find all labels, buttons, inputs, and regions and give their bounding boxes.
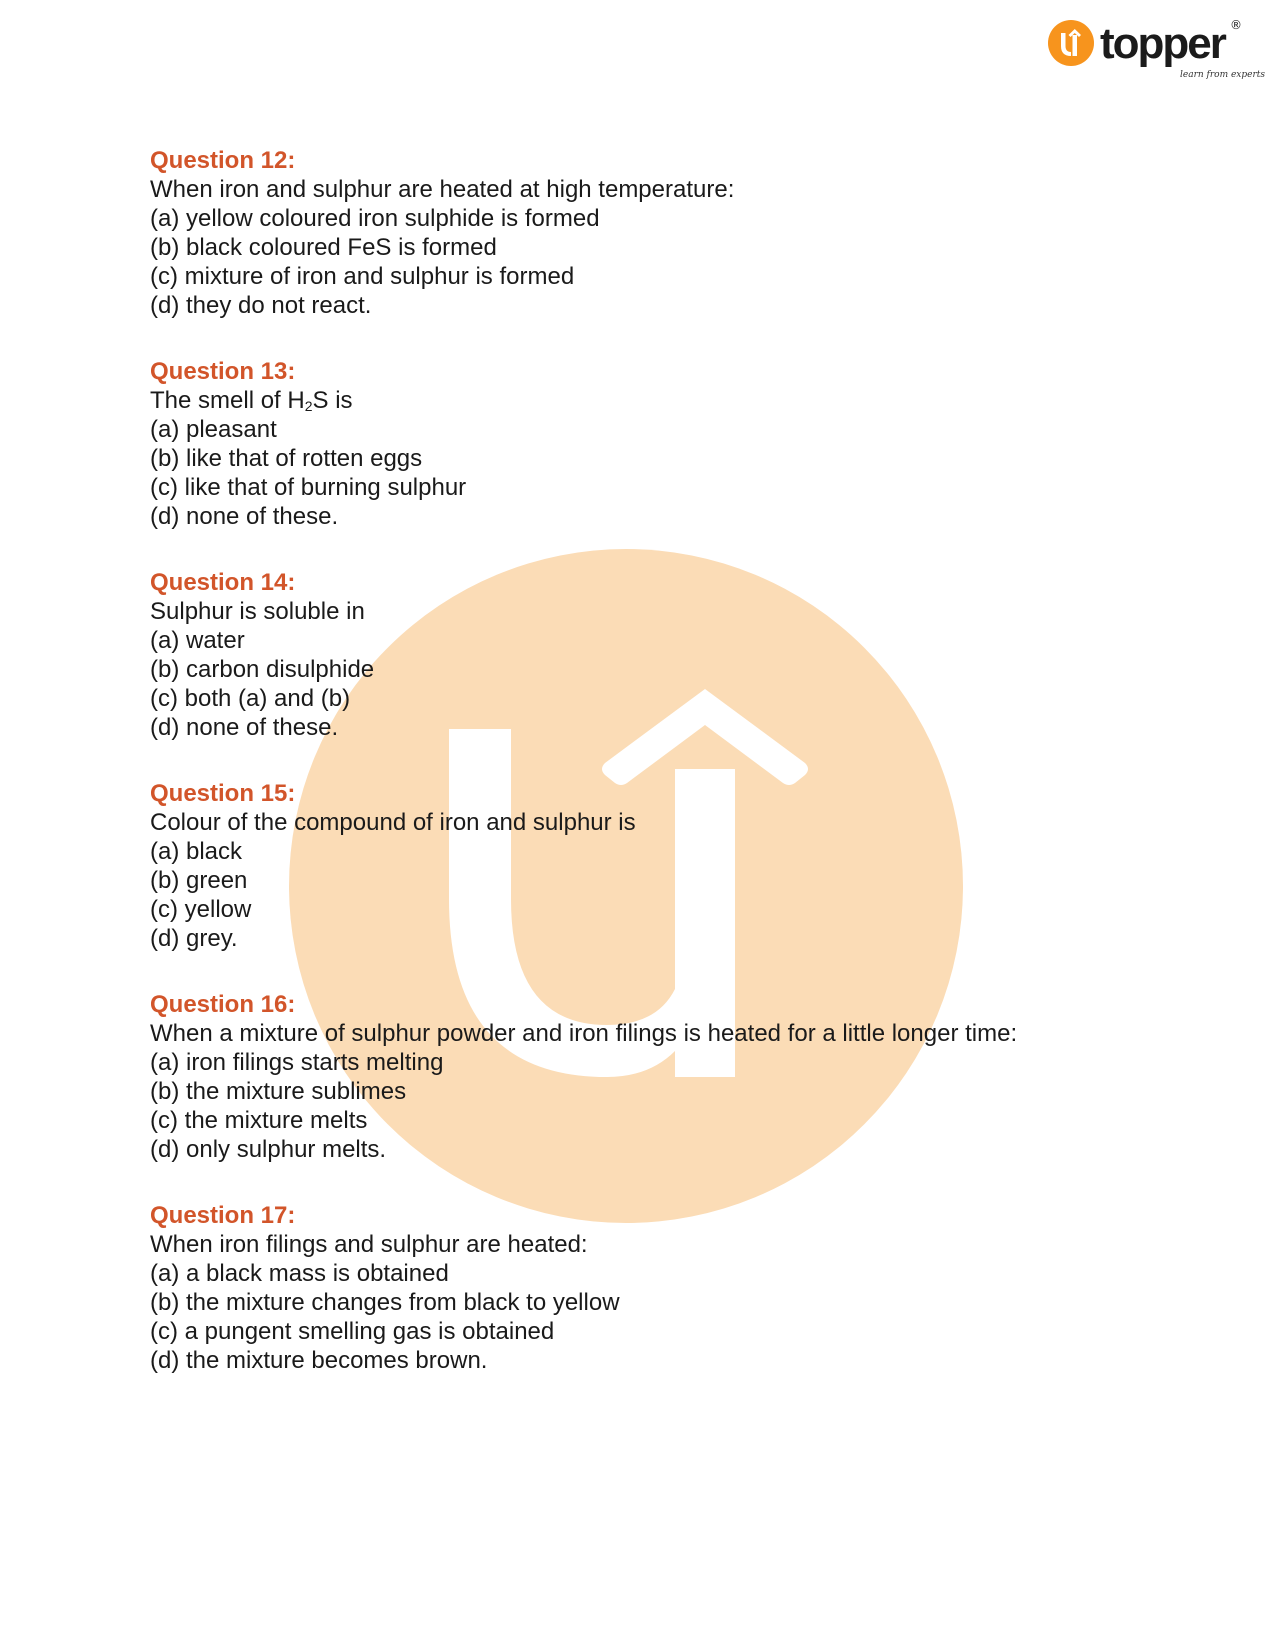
option-c: (c) the mixture melts	[150, 1107, 368, 1134]
option-a: (a) a black mass is obtained	[150, 1260, 449, 1287]
option-a: (a) black	[150, 838, 243, 865]
option-a: (a) water	[150, 627, 245, 654]
question-stem: Sulphur is soluble in	[150, 598, 365, 625]
question-13	[150, 357, 1150, 531]
option-d: (d) only sulphur melts.	[150, 1136, 387, 1163]
option-d: (d) none of these.	[150, 503, 339, 530]
option-c: (c) a pungent smelling gas is obtained	[150, 1318, 555, 1345]
question-16	[150, 990, 1150, 1164]
option-c: (c) like that of burning sulphur	[150, 474, 467, 501]
option-d: (d) they do not react.	[150, 292, 372, 319]
option-a: (a) pleasant	[150, 416, 277, 443]
option-b: (b) like that of rotten eggs	[150, 445, 423, 472]
question-title: Question 12:	[150, 147, 296, 174]
brand-tagline: learn from experts	[1180, 70, 1266, 80]
option-b: (b) the mixture sublimes	[150, 1078, 407, 1105]
option-a: (a) iron filings starts melting	[150, 1049, 444, 1076]
question-title: Question 15:	[150, 780, 296, 807]
option-b: (b) carbon disulphide	[150, 656, 375, 683]
question-stem	[150, 386, 1150, 415]
option-a: (a) yellow coloured iron sulphide is formed	[150, 205, 600, 232]
topper-logo	[1048, 14, 1266, 84]
question-12	[150, 146, 1150, 320]
option-d: (d) the mixture becomes brown.	[150, 1347, 488, 1374]
question-stem: When iron filings and sulphur are heated:	[150, 1231, 588, 1258]
question-14	[150, 568, 1150, 742]
stem-subscript: 2	[304, 398, 313, 414]
question-title: Question 17:	[150, 1202, 296, 1229]
question-stem: When iron and sulphur are heated at high temperature:	[150, 176, 735, 203]
option-d: (d) grey.	[150, 925, 238, 952]
question-title: Question 13:	[150, 358, 296, 385]
registered-mark: ®	[1230, 18, 1242, 32]
question-stem: Colour of the compound of iron and sulphur is	[150, 809, 636, 836]
stem-text-after: S is	[312, 387, 353, 414]
question-title: Question 16:	[150, 991, 296, 1018]
question-stem: When a mixture of sulphur powder and iron filings is heated for a little longer time:	[150, 1020, 1018, 1047]
question-list	[150, 146, 1150, 1412]
option-b: (b) black coloured FeS is formed	[150, 234, 497, 261]
option-b: (b) the mixture changes from black to yellow	[150, 1289, 620, 1316]
option-c: (c) mixture of iron and sulphur is formed	[150, 263, 575, 290]
question-title: Question 14:	[150, 569, 296, 596]
option-c: (c) both (a) and (b)	[150, 685, 351, 712]
topper-badge-icon	[1048, 20, 1094, 66]
question-17	[150, 1201, 1150, 1375]
option-c: (c) yellow	[150, 896, 252, 923]
option-b: (b) green	[150, 867, 248, 894]
option-d: (d) none of these.	[150, 714, 339, 741]
question-15	[150, 779, 1150, 953]
brand-name: topper	[1100, 19, 1225, 68]
stem-text-before: The smell of H	[150, 387, 305, 414]
